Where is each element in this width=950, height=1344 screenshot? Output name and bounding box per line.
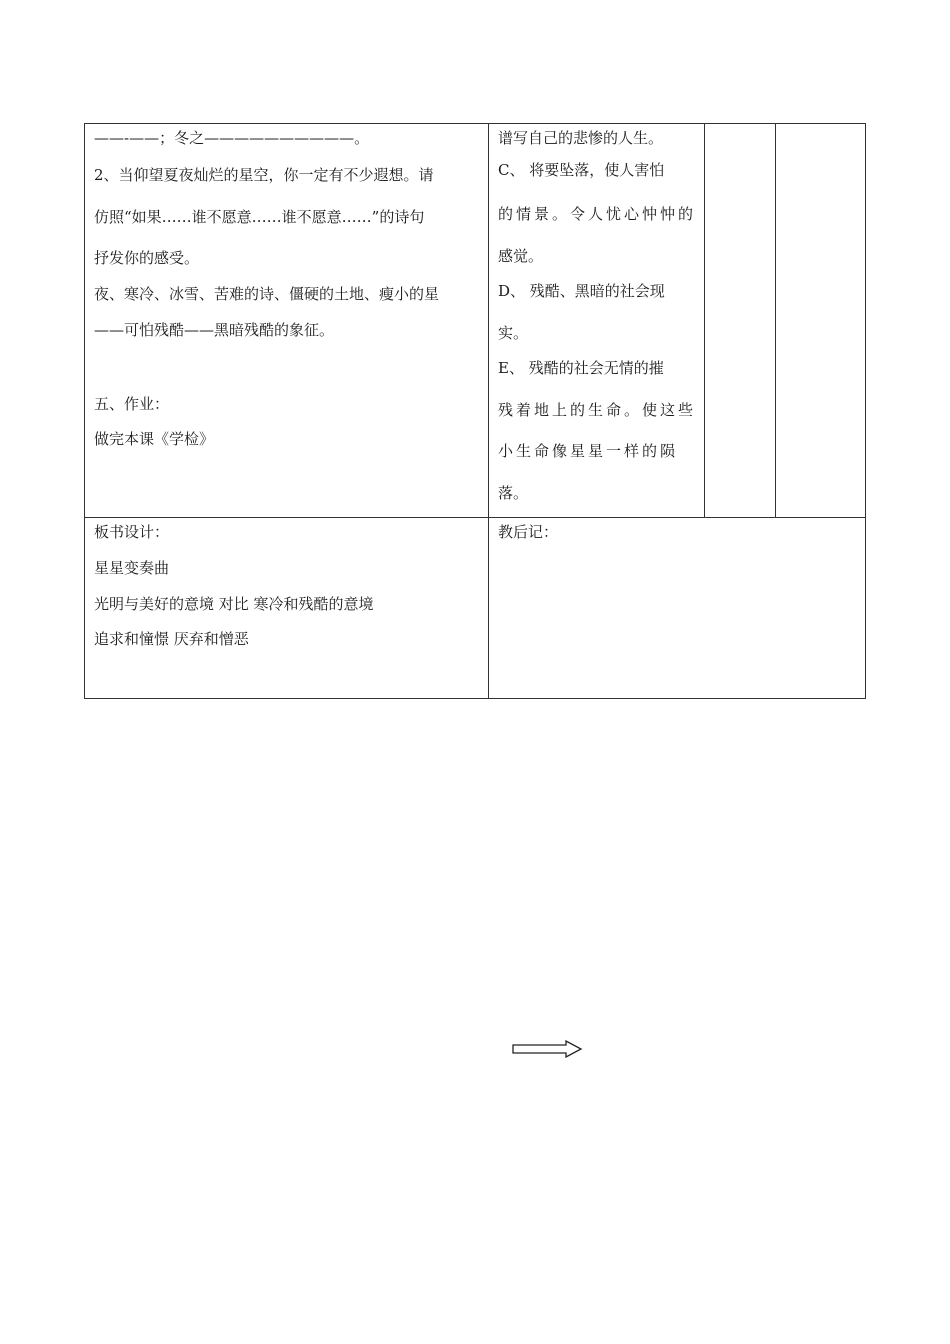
right-line-6: 实。 <box>498 324 529 342</box>
cell-post-lesson-notes <box>488 517 866 699</box>
cell-board-design <box>84 517 489 699</box>
right-line-9: 小生命像星星一样的陨 <box>498 442 679 460</box>
right-line-4: 感觉。 <box>498 247 544 265</box>
cell-analysis <box>488 123 705 518</box>
board-title: 板书设计： <box>94 523 170 541</box>
right-line-5: D、 残酷、黑暗的社会现 <box>498 282 665 300</box>
board-line-1: 星星变奏曲 <box>94 559 170 577</box>
cell-lesson-content <box>84 123 489 518</box>
right-line-8: 残着地上的生命。使这些 <box>498 401 697 419</box>
right-line-10: 落。 <box>498 484 529 502</box>
left-line-1: ——-——；冬之——————————。 <box>94 129 370 147</box>
right-arrow-icon <box>512 1040 584 1058</box>
right-line-1: 谱写自己的悲惨的人生。 <box>498 129 664 147</box>
right-line-7: E、 残酷的社会无情的摧 <box>498 359 664 377</box>
notes-title: 教后记： <box>498 523 559 541</box>
left-line-5: 夜、寒冷、冰雪、苦难的诗、僵硬的土地、瘦小的星 <box>94 285 440 303</box>
left-line-4: 抒发你的感受。 <box>94 249 200 267</box>
board-line-3: 追求和憧憬 厌弃和憎恶 <box>94 630 249 648</box>
cell-empty-2 <box>775 123 866 518</box>
right-line-3: 的情景。令人忧心忡忡的 <box>498 205 697 223</box>
homework-task: 做完本课《学检》 <box>94 430 215 448</box>
left-line-2: 2、当仰望夏夜灿烂的星空，你一定有不少遐想。请 <box>94 166 434 184</box>
cell-empty-1 <box>704 123 776 518</box>
board-line-2: 光明与美好的意境 对比 寒冷和残酷的意境 <box>94 595 374 613</box>
lesson-table <box>84 123 866 699</box>
right-line-2: C、 将要坠落，使人害怕 <box>498 161 665 179</box>
homework-heading: 五、作业： <box>94 395 170 413</box>
left-line-6: ——可怕残酷——黑暗残酷的象征。 <box>94 321 335 339</box>
left-line-3: 仿照“如果……谁不愿意……谁不愿意……”的诗句 <box>94 208 425 226</box>
